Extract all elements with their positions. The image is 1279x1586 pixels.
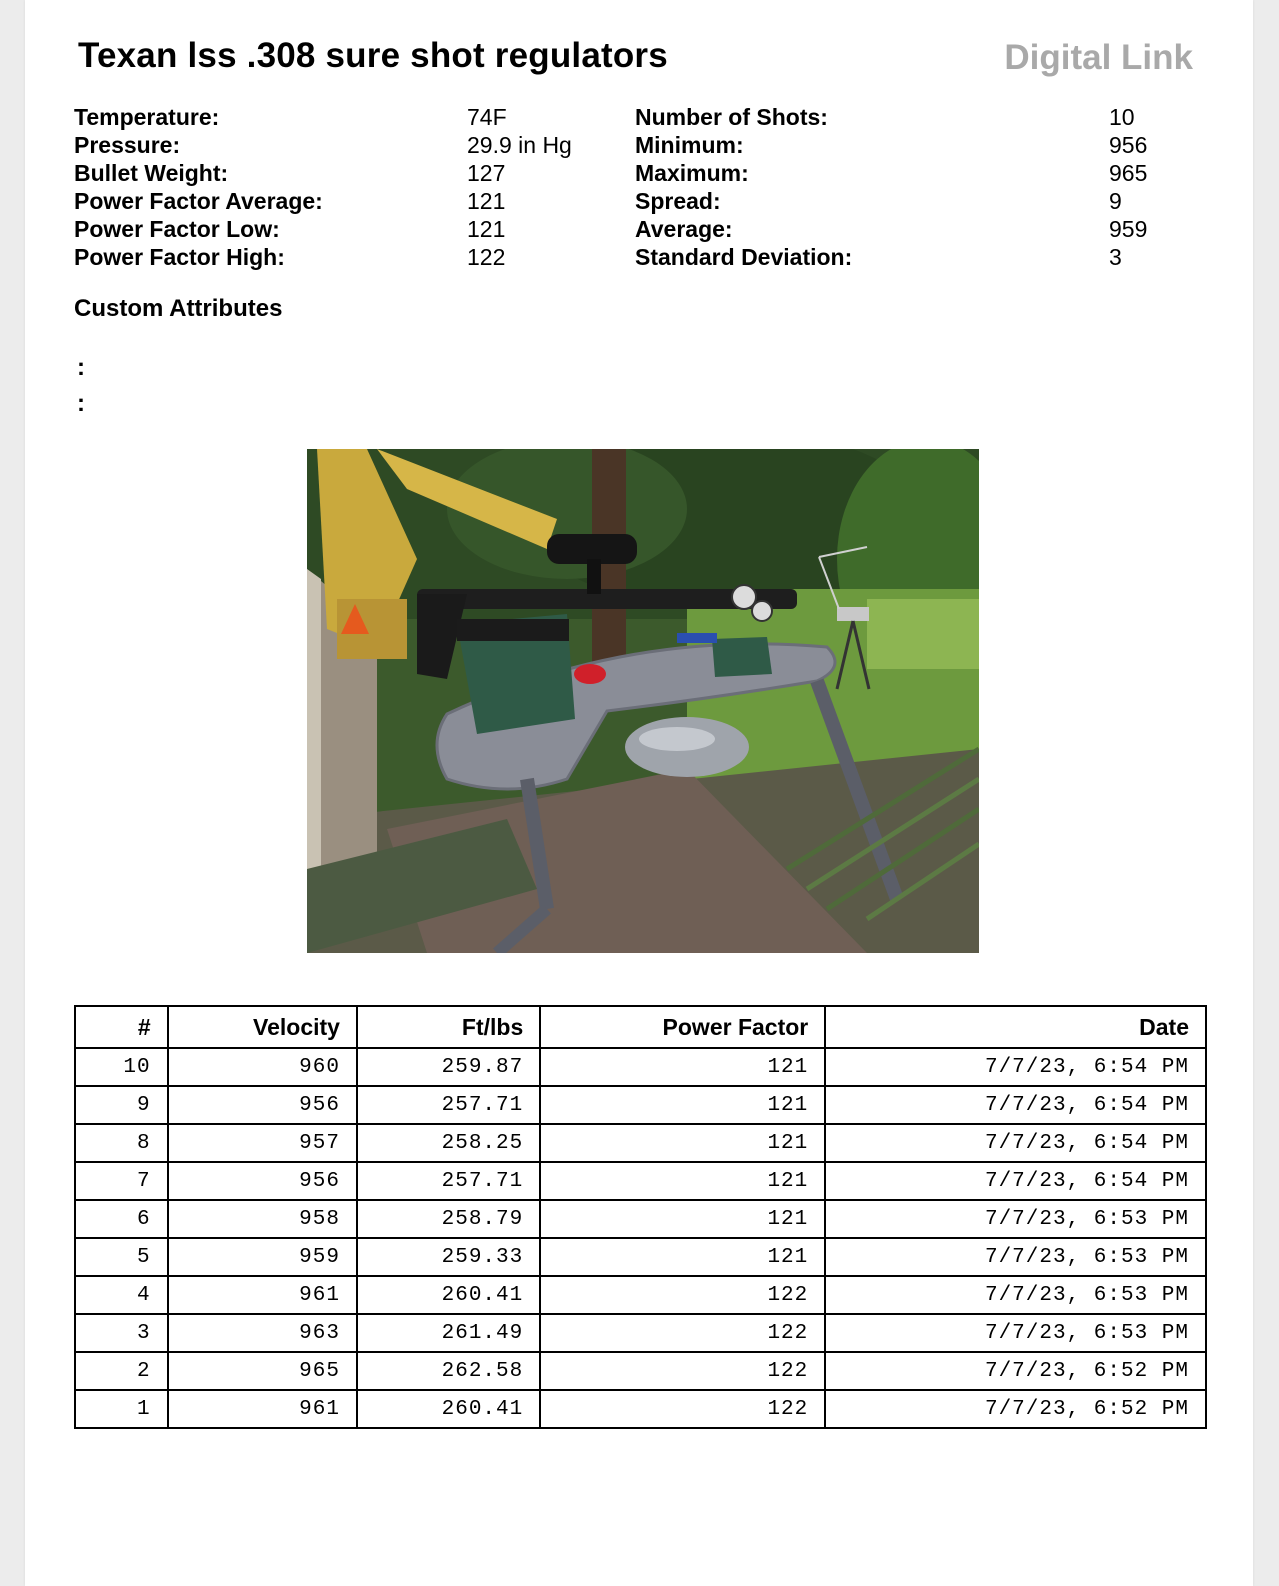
stat-value: 956: [1109, 132, 1148, 158]
table-header-row: [75, 1006, 1206, 1048]
table-row: [75, 1276, 1206, 1314]
cell-shot-number: 3: [75, 1314, 168, 1352]
cell-ftlbs: 260.41: [357, 1276, 540, 1314]
cell-date: 7/7/23, 6:54 PM: [825, 1048, 1206, 1086]
cell-date: 7/7/23, 6:53 PM: [825, 1238, 1206, 1276]
cell-power-factor: 121: [540, 1048, 825, 1086]
cell-ftlbs: 257.71: [357, 1162, 540, 1200]
stat-label: Spread:: [635, 188, 721, 214]
stat-label: Bullet Weight:: [74, 160, 229, 186]
cell-ftlbs: 258.79: [357, 1200, 540, 1238]
cell-power-factor: 122: [540, 1314, 825, 1352]
setup-photo: [307, 449, 979, 953]
cell-date: 7/7/23, 6:53 PM: [825, 1314, 1206, 1352]
stat-value: 122: [467, 244, 506, 270]
cell-date: 7/7/23, 6:54 PM: [825, 1124, 1206, 1162]
stat-row: [635, 159, 1147, 187]
cell-velocity: 960: [168, 1048, 357, 1086]
cell-velocity: 956: [168, 1162, 357, 1200]
stat-value: 965: [1109, 160, 1148, 186]
stat-value: 959: [1109, 216, 1148, 242]
stat-value: 74F: [467, 104, 507, 130]
cell-velocity: 963: [168, 1314, 357, 1352]
left-stats: [74, 103, 572, 271]
cell-velocity: 957: [168, 1124, 357, 1162]
stat-value: 121: [467, 188, 506, 214]
stat-value: 10: [1109, 104, 1135, 130]
custom-attribute-entry: :: [77, 354, 85, 381]
report-page: [25, 0, 1253, 1586]
table-row: [75, 1238, 1206, 1276]
cell-velocity: 956: [168, 1086, 357, 1124]
cell-ftlbs: 259.33: [357, 1238, 540, 1276]
cell-shot-number: 1: [75, 1390, 168, 1428]
cell-shot-number: 7: [75, 1162, 168, 1200]
cell-shot-number: 5: [75, 1238, 168, 1276]
custom-attribute-entry: :: [77, 390, 85, 417]
stat-value: 29.9 in Hg: [467, 132, 572, 158]
stat-label: Power Factor Average:: [74, 188, 323, 214]
cell-power-factor: 122: [540, 1352, 825, 1390]
cell-velocity: 958: [168, 1200, 357, 1238]
cell-date: 7/7/23, 6:54 PM: [825, 1162, 1206, 1200]
cell-shot-number: 6: [75, 1200, 168, 1238]
cell-power-factor: 121: [540, 1200, 825, 1238]
table-row: [75, 1314, 1206, 1352]
cell-power-factor: 121: [540, 1238, 825, 1276]
custom-attributes-heading: Custom Attributes: [74, 295, 283, 322]
table-row: [75, 1162, 1206, 1200]
stat-row: [74, 215, 572, 243]
cell-date: 7/7/23, 6:52 PM: [825, 1352, 1206, 1390]
stat-label: Number of Shots:: [635, 104, 828, 130]
cell-velocity: 965: [168, 1352, 357, 1390]
cell-ftlbs: 261.49: [357, 1314, 540, 1352]
brand-name: Digital Link: [1004, 38, 1193, 77]
column-header: #: [75, 1006, 168, 1048]
cell-date: 7/7/23, 6:53 PM: [825, 1200, 1206, 1238]
cell-ftlbs: 260.41: [357, 1390, 540, 1428]
cell-power-factor: 121: [540, 1086, 825, 1124]
stat-value: 3: [1109, 244, 1122, 270]
table-row: [75, 1352, 1206, 1390]
stat-label: Standard Deviation:: [635, 244, 853, 270]
cell-power-factor: 122: [540, 1276, 825, 1314]
stat-row: [74, 131, 572, 159]
cell-date: 7/7/23, 6:52 PM: [825, 1390, 1206, 1428]
table-row: [75, 1086, 1206, 1124]
cell-ftlbs: 258.25: [357, 1124, 540, 1162]
cell-velocity: 959: [168, 1238, 357, 1276]
cell-shot-number: 8: [75, 1124, 168, 1162]
cell-power-factor: 122: [540, 1390, 825, 1428]
page-title: Texan lss .308 sure shot regulators: [78, 36, 668, 75]
right-stats: [635, 103, 1147, 271]
stat-label: Minimum:: [635, 132, 744, 158]
cell-shot-number: 4: [75, 1276, 168, 1314]
stat-label: Pressure:: [74, 132, 181, 158]
stat-label: Power Factor High:: [74, 244, 285, 270]
cell-date: 7/7/23, 6:54 PM: [825, 1086, 1206, 1124]
stat-row: [74, 103, 572, 131]
stat-label: Temperature:: [74, 104, 220, 130]
stat-row: [635, 187, 1147, 215]
stat-row: [74, 243, 572, 271]
custom-attributes-list: [77, 354, 85, 426]
stat-label: Maximum:: [635, 160, 749, 186]
stat-row: [635, 103, 1147, 131]
cell-shot-number: 2: [75, 1352, 168, 1390]
column-header: Date: [825, 1006, 1206, 1048]
cell-velocity: 961: [168, 1276, 357, 1314]
table-row: [75, 1200, 1206, 1238]
cell-date: 7/7/23, 6:53 PM: [825, 1276, 1206, 1314]
column-header: Velocity: [168, 1006, 357, 1048]
column-header: Power Factor: [540, 1006, 825, 1048]
cell-ftlbs: 262.58: [357, 1352, 540, 1390]
stat-label: Power Factor Low:: [74, 216, 280, 242]
stat-label: Average:: [635, 216, 733, 242]
stat-row: [635, 215, 1147, 243]
table-row: [75, 1390, 1206, 1428]
stat-value: 121: [467, 216, 506, 242]
stat-row: [635, 131, 1147, 159]
cell-power-factor: 121: [540, 1124, 825, 1162]
table-row: [75, 1124, 1206, 1162]
table-row: [75, 1048, 1206, 1086]
stat-row: [635, 243, 1147, 271]
stat-value: 9: [1109, 188, 1122, 214]
cell-power-factor: 121: [540, 1162, 825, 1200]
cell-ftlbs: 257.71: [357, 1086, 540, 1124]
stat-value: 127: [467, 160, 506, 186]
stat-row: [74, 187, 572, 215]
cell-shot-number: 10: [75, 1048, 168, 1086]
cell-ftlbs: 259.87: [357, 1048, 540, 1086]
column-header: Ft/lbs: [357, 1006, 540, 1048]
cell-velocity: 961: [168, 1390, 357, 1428]
shots-table: [74, 1005, 1207, 1429]
stat-row: [74, 159, 572, 187]
cell-shot-number: 9: [75, 1086, 168, 1124]
